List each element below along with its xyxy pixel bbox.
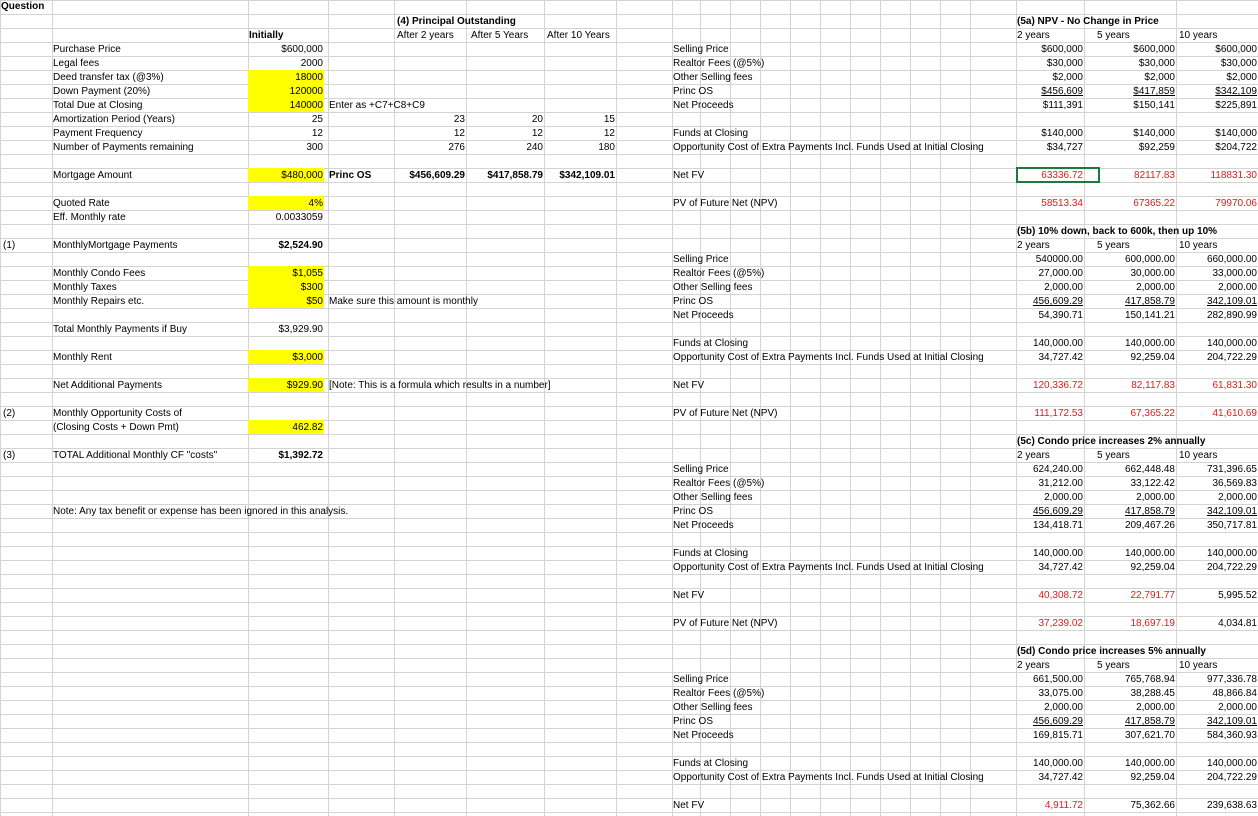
col-header[interactable]: 10 years — [1179, 660, 1218, 671]
row-label[interactable]: Quoted Rate — [53, 198, 110, 209]
npv-value[interactable]: 2,000.00 — [1044, 702, 1083, 713]
row-label[interactable]: PV of Future Net (NPV) — [673, 408, 778, 419]
npv-value[interactable]: $2,000 — [1144, 72, 1175, 83]
tax-note[interactable]: Note: Any tax benefit or expense has been ignored in this analysis. — [53, 506, 349, 517]
row-label[interactable]: Net Additional Payments — [53, 380, 162, 391]
col-header[interactable]: 5 years — [1097, 660, 1130, 671]
row-value[interactable]: $600,000 — [281, 44, 323, 55]
principal-value[interactable]: 12 — [453, 128, 465, 139]
npv-value[interactable]: 209,467.26 — [1124, 520, 1175, 531]
npv-value[interactable]: 204,722.29 — [1206, 562, 1257, 573]
col-header[interactable]: After 10 Years — [547, 30, 610, 41]
npv-value[interactable]: 731,396.65 — [1206, 464, 1257, 475]
npv-value[interactable]: 2,000.00 — [1044, 282, 1083, 293]
row-value[interactable]: $1,055 — [292, 268, 323, 279]
col-header[interactable]: 2 years — [1017, 30, 1050, 41]
npv-value[interactable]: 140,000.00 — [1206, 548, 1257, 559]
row-label[interactable]: Mortgage Amount — [53, 170, 132, 181]
npv-value[interactable]: 140,000.00 — [1124, 338, 1175, 349]
row-label[interactable]: Funds at Closing — [673, 548, 749, 559]
npv-value[interactable]: 92,259.04 — [1130, 562, 1175, 573]
row-label[interactable]: (Closing Costs + Down Pmt) — [53, 422, 179, 433]
npv-value[interactable]: 765,768.94 — [1124, 674, 1175, 685]
npv-value[interactable]: 67,365.22 — [1130, 408, 1175, 419]
npv-value[interactable]: 140,000.00 — [1206, 338, 1257, 349]
row-value[interactable]: 120000 — [289, 86, 323, 97]
row-label[interactable]: Funds at Closing — [673, 128, 749, 139]
row-note[interactable]: Make sure this amount is monthly — [329, 296, 478, 307]
question-label[interactable]: Question — [1, 1, 45, 12]
col-header[interactable]: After 5 Years — [471, 30, 529, 41]
row-value[interactable]: 462.82 — [292, 422, 323, 433]
principal-value[interactable]: $417,858.79 — [487, 170, 543, 181]
npv-value[interactable]: 600,000.00 — [1124, 254, 1175, 265]
row-value[interactable]: 12 — [311, 128, 323, 139]
row-label[interactable]: Monthly Condo Fees — [53, 268, 146, 279]
npv-value[interactable]: 36,569.83 — [1212, 478, 1257, 489]
npv-value[interactable]: 540000.00 — [1035, 254, 1083, 265]
npv-value[interactable]: $2,000 — [1052, 72, 1083, 83]
npv-value[interactable]: 661,500.00 — [1032, 674, 1083, 685]
npv-value[interactable]: $140,000 — [1041, 128, 1083, 139]
principal-value[interactable]: 12 — [603, 128, 615, 139]
npv-value[interactable]: 977,336.78 — [1206, 674, 1257, 685]
grid-column-line — [328, 0, 329, 816]
npv-value[interactable]: 342,109.01 — [1206, 296, 1257, 307]
npv-value[interactable]: 2,000.00 — [1218, 282, 1257, 293]
npv-value[interactable]: $225,891 — [1215, 100, 1257, 111]
row-value[interactable]: 25 — [311, 114, 323, 125]
principal-value[interactable]: $342,109.01 — [559, 170, 615, 181]
row-label[interactable]: Net FV — [673, 170, 705, 181]
npv-value[interactable]: 48,866.84 — [1212, 688, 1257, 699]
npv-value[interactable]: 660,000.00 — [1206, 254, 1257, 265]
npv-value[interactable]: 140,000.00 — [1206, 758, 1257, 769]
row-label[interactable]: Net FV — [673, 590, 705, 601]
grid-column-line — [616, 0, 617, 816]
npv-value[interactable]: 5,995.52 — [1218, 590, 1257, 601]
npv-value[interactable]: 58513.34 — [1041, 198, 1083, 209]
row-note[interactable]: [Note: This is a formula which results in a number] — [329, 380, 551, 391]
npv-value[interactable]: $30,000 — [1220, 58, 1257, 69]
npv-value[interactable]: $111,391 — [1042, 100, 1083, 111]
col-header[interactable]: 2 years — [1017, 450, 1050, 461]
npv-value[interactable]: 34,727.42 — [1038, 352, 1083, 363]
row-label[interactable]: Princ OS — [673, 296, 714, 307]
npv-value[interactable]: 342,109.01 — [1206, 506, 1257, 517]
row-label[interactable]: PV of Future Net (NPV) — [673, 198, 778, 209]
npv-value[interactable]: $417,859 — [1133, 86, 1175, 97]
col-header[interactable]: 5 years — [1097, 450, 1130, 461]
row-label[interactable]: Net Proceeds — [673, 520, 734, 531]
npv-value[interactable]: 41,610.69 — [1212, 408, 1257, 419]
npv-value[interactable]: 417,858.79 — [1124, 296, 1175, 307]
row-label[interactable]: MonthlyMortgage Payments — [53, 240, 178, 251]
npv-value[interactable]: 2,000.00 — [1044, 492, 1083, 503]
row-label[interactable]: Realtor Fees (@5%) — [673, 478, 765, 489]
row-label[interactable]: Selling Price — [673, 674, 729, 685]
npv-value[interactable]: $140,000 — [1215, 128, 1257, 139]
row-label[interactable]: Realtor Fees (@5%) — [673, 58, 765, 69]
row-value[interactable]: 4% — [308, 198, 323, 209]
row-label[interactable]: Net Proceeds — [673, 730, 734, 741]
row-value[interactable]: $300 — [300, 282, 323, 293]
npv-value[interactable]: 54,390.71 — [1038, 310, 1083, 321]
npv-value[interactable]: $150,141 — [1133, 100, 1175, 111]
row-value[interactable]: $1,392.72 — [278, 450, 323, 461]
row-value[interactable]: $2,524.90 — [278, 240, 323, 251]
row-label[interactable]: Deed transfer tax (@3%) — [53, 72, 164, 83]
npv-value[interactable]: 34,727.42 — [1038, 562, 1083, 573]
row-label[interactable]: Eff. Monthly rate — [53, 212, 126, 223]
row-note[interactable]: Enter as +C7+C8+C9 — [329, 100, 425, 111]
npv-value[interactable]: 204,722.29 — [1206, 352, 1257, 363]
npv-value[interactable]: 40,308.72 — [1038, 590, 1083, 601]
row-label[interactable]: Princ OS — [673, 506, 714, 517]
npv-value[interactable]: 33,075.00 — [1038, 688, 1083, 699]
row-label[interactable]: Princ OS — [673, 716, 714, 727]
row-label[interactable]: Princ OS — [673, 86, 714, 97]
row-label[interactable]: Monthly Opportunity Costs of — [53, 408, 182, 419]
npv-value[interactable]: 92,259.04 — [1130, 772, 1175, 783]
row-value[interactable]: 2000 — [300, 58, 323, 69]
row-value[interactable]: $480,000 — [281, 170, 323, 181]
row-label[interactable]: Payment Frequency — [53, 128, 143, 139]
npv-value[interactable]: $342,109 — [1215, 86, 1257, 97]
npv-value[interactable]: 31,212.00 — [1038, 478, 1083, 489]
row-label[interactable]: Net Proceeds — [673, 100, 734, 111]
npv-value[interactable]: 82,117.83 — [1131, 380, 1175, 391]
npv-value[interactable]: 140,000.00 — [1124, 548, 1175, 559]
row-label[interactable]: TOTAL Additional Monthly CF "costs" — [53, 450, 218, 461]
npv-value[interactable]: 34,727.42 — [1038, 772, 1083, 783]
col-header[interactable]: After 2 years — [397, 30, 454, 41]
npv-value[interactable]: 111,172.53 — [1034, 408, 1083, 419]
npv-value[interactable]: 18,697.19 — [1130, 618, 1175, 629]
npv-value[interactable]: 584,360.93 — [1206, 730, 1257, 741]
col-header[interactable]: 2 years — [1017, 240, 1050, 251]
npv-value[interactable]: 27,000.00 — [1038, 268, 1083, 279]
row-label[interactable]: Total Due at Closing — [53, 100, 143, 111]
row-label[interactable]: Selling Price — [673, 44, 729, 55]
row-value[interactable]: 140000 — [289, 100, 323, 111]
npv-value[interactable]: 417,858.79 — [1124, 716, 1175, 727]
principal-value[interactable]: 276 — [448, 142, 465, 153]
row-value[interactable]: 18000 — [295, 72, 323, 83]
npv-value[interactable]: 2,000.00 — [1136, 702, 1175, 713]
npv-value[interactable]: 150,141.21 — [1124, 310, 1175, 321]
principal-value[interactable]: 240 — [526, 142, 543, 153]
npv-value[interactable]: 307,621.70 — [1124, 730, 1175, 741]
row-label[interactable]: Selling Price — [673, 464, 729, 475]
principal-value[interactable]: 23 — [453, 114, 465, 125]
principal-value[interactable]: 15 — [603, 114, 615, 125]
principal-value[interactable]: $456,609.29 — [409, 170, 465, 181]
npv-value[interactable]: $600,000 — [1133, 44, 1175, 55]
marker[interactable]: (3) — [3, 450, 16, 461]
npv-value[interactable]: 134,418.71 — [1032, 520, 1083, 531]
npv-value[interactable]: 417,858.79 — [1124, 506, 1175, 517]
row-label[interactable]: Realtor Fees (@5%) — [673, 688, 765, 699]
npv-value[interactable]: 4,034.81 — [1218, 618, 1257, 629]
npv-value[interactable]: 75,362.66 — [1130, 800, 1175, 811]
npv-value[interactable]: 67365.22 — [1133, 198, 1175, 209]
row-label[interactable]: Funds at Closing — [673, 758, 749, 769]
row-label[interactable]: Amortization Period (Years) — [53, 114, 175, 125]
row-value[interactable]: $3,000 — [292, 352, 323, 363]
npv-value[interactable]: 92,259.04 — [1130, 352, 1175, 363]
npv-value[interactable]: 82117.83 — [1134, 170, 1175, 181]
col-header[interactable]: 5 years — [1097, 240, 1130, 251]
npv-value[interactable]: 624,240.00 — [1032, 464, 1083, 475]
npv-value[interactable]: $30,000 — [1138, 58, 1175, 69]
col-header[interactable]: 2 years — [1017, 660, 1050, 671]
npv-value[interactable]: $456,609 — [1041, 86, 1083, 97]
npv-value[interactable]: 2,000.00 — [1136, 282, 1175, 293]
npv-value[interactable]: 37,239.02 — [1038, 618, 1083, 629]
npv-value[interactable]: 2,000.00 — [1136, 492, 1175, 503]
npv-value[interactable]: 282,890.99 — [1206, 310, 1257, 321]
npv-value[interactable]: 204,722.29 — [1206, 772, 1257, 783]
row-label[interactable]: Other Selling fees — [673, 702, 753, 713]
row-label[interactable]: PV of Future Net (NPV) — [673, 618, 778, 629]
row-value[interactable]: 300 — [306, 142, 323, 153]
npv-value[interactable]: 456,609.29 — [1032, 296, 1083, 307]
npv-value[interactable]: $600,000 — [1215, 44, 1257, 55]
npv-value[interactable]: 79970.06 — [1215, 198, 1257, 209]
row-label[interactable]: Other Selling fees — [673, 72, 753, 83]
section-title[interactable]: (5d) Condo price increases 5% annually — [1017, 646, 1206, 657]
principal-title[interactable]: (4) Principal Outstanding — [397, 16, 516, 27]
npv-value[interactable]: 169,815.71 — [1032, 730, 1083, 741]
col-header-initially[interactable]: Initially — [249, 30, 284, 41]
npv-value[interactable]: 33,000.00 — [1212, 268, 1257, 279]
npv-value[interactable]: 2,000.00 — [1218, 702, 1257, 713]
npv-value[interactable]: 140,000.00 — [1032, 338, 1083, 349]
npv-value[interactable]: 140,000.00 — [1032, 758, 1083, 769]
row-label[interactable]: Selling Price — [673, 254, 729, 265]
row-label[interactable]: Down Payment (20%) — [53, 86, 151, 97]
npv-value[interactable]: 22,791.77 — [1130, 590, 1175, 601]
npv-value[interactable]: 63336.72 — [1041, 170, 1083, 181]
npv-value[interactable]: 456,609.29 — [1032, 716, 1083, 727]
npv-value[interactable]: $92,259 — [1138, 142, 1175, 153]
npv-value[interactable]: 342,109.01 — [1206, 716, 1257, 727]
princ-os-label[interactable]: Princ OS — [329, 170, 372, 181]
npv-value[interactable]: $30,000 — [1046, 58, 1083, 69]
principal-value[interactable]: 20 — [531, 114, 543, 125]
row-label[interactable]: Net FV — [673, 380, 705, 391]
row-label[interactable]: Monthly Taxes — [53, 282, 117, 293]
row-label[interactable]: Total Monthly Payments if Buy — [53, 324, 187, 335]
npv-value[interactable]: $34,727 — [1046, 142, 1083, 153]
npv-value[interactable]: 662,448.48 — [1124, 464, 1175, 475]
row-label[interactable]: Opportunity Cost of Extra Payments Incl. Funds Used at Initial Closing — [673, 142, 984, 153]
principal-value[interactable]: 12 — [531, 128, 543, 139]
npv-value[interactable]: 239,638.63 — [1206, 800, 1257, 811]
row-label[interactable]: Monthly Rent — [53, 352, 112, 363]
npv-value[interactable]: 456,609.29 — [1032, 506, 1083, 517]
row-label[interactable]: Other Selling fees — [673, 492, 753, 503]
npv-value[interactable]: $600,000 — [1041, 44, 1083, 55]
row-label[interactable]: Legal fees — [53, 58, 100, 69]
row-label[interactable]: Other Selling fees — [673, 282, 753, 293]
principal-value[interactable]: 180 — [598, 142, 615, 153]
npv-value[interactable]: $140,000 — [1133, 128, 1175, 139]
col-header[interactable]: 10 years — [1179, 30, 1218, 41]
npv-value[interactable]: 38,288.45 — [1130, 688, 1175, 699]
row-label[interactable]: Monthly Repairs etc. — [53, 296, 145, 307]
npv-value[interactable]: 30,000.00 — [1130, 268, 1175, 279]
section-title[interactable]: (5c) Condo price increases 2% annually — [1017, 436, 1206, 447]
row-label[interactable]: Net Proceeds — [673, 310, 734, 321]
npv-value[interactable]: 4,911.72 — [1044, 800, 1083, 811]
npv-value[interactable]: 2,000.00 — [1218, 492, 1257, 503]
selected-cell-outline — [1016, 167, 1100, 183]
row-value[interactable]: $3,929.90 — [278, 324, 323, 335]
row-label[interactable]: Funds at Closing — [673, 338, 749, 349]
section-title[interactable]: (5a) NPV - No Change in Price — [1017, 16, 1159, 27]
npv-value[interactable]: 120,336.72 — [1032, 380, 1083, 391]
col-header[interactable]: 10 years — [1179, 450, 1218, 461]
col-header[interactable]: 10 years — [1179, 240, 1218, 251]
section-title[interactable]: (5b) 10% down, back to 600k, then up 10% — [1017, 226, 1218, 237]
row-value[interactable]: 0.0033059 — [275, 212, 323, 223]
npv-value[interactable]: 350,717.81 — [1206, 520, 1257, 531]
marker[interactable]: (1) — [3, 240, 16, 251]
row-label[interactable]: Number of Payments remaining — [53, 142, 194, 153]
npv-value[interactable]: 118831.30 — [1210, 170, 1257, 181]
row-value[interactable]: $50 — [306, 296, 323, 307]
npv-value[interactable]: 61,831.30 — [1212, 380, 1257, 391]
row-label[interactable]: Opportunity Cost of Extra Payments Incl. Funds Used at Initial Closing — [673, 562, 984, 573]
col-header[interactable]: 5 years — [1097, 30, 1130, 41]
npv-value[interactable]: 140,000.00 — [1124, 758, 1175, 769]
row-label[interactable]: Realtor Fees (@5%) — [673, 268, 765, 279]
row-label[interactable]: Opportunity Cost of Extra Payments Incl. Funds Used at Initial Closing — [673, 772, 984, 783]
row-value[interactable]: $929.90 — [286, 380, 323, 391]
row-label[interactable]: Purchase Price — [53, 44, 121, 55]
row-label[interactable]: Opportunity Cost of Extra Payments Incl. Funds Used at Initial Closing — [673, 352, 984, 363]
npv-value[interactable]: 33,122.42 — [1130, 478, 1175, 489]
marker[interactable]: (2) — [3, 408, 16, 419]
npv-value[interactable]: $2,000 — [1226, 72, 1257, 83]
npv-value[interactable]: $204,722 — [1215, 142, 1257, 153]
row-label[interactable]: Net FV — [673, 800, 705, 811]
npv-value[interactable]: 140,000.00 — [1032, 548, 1083, 559]
